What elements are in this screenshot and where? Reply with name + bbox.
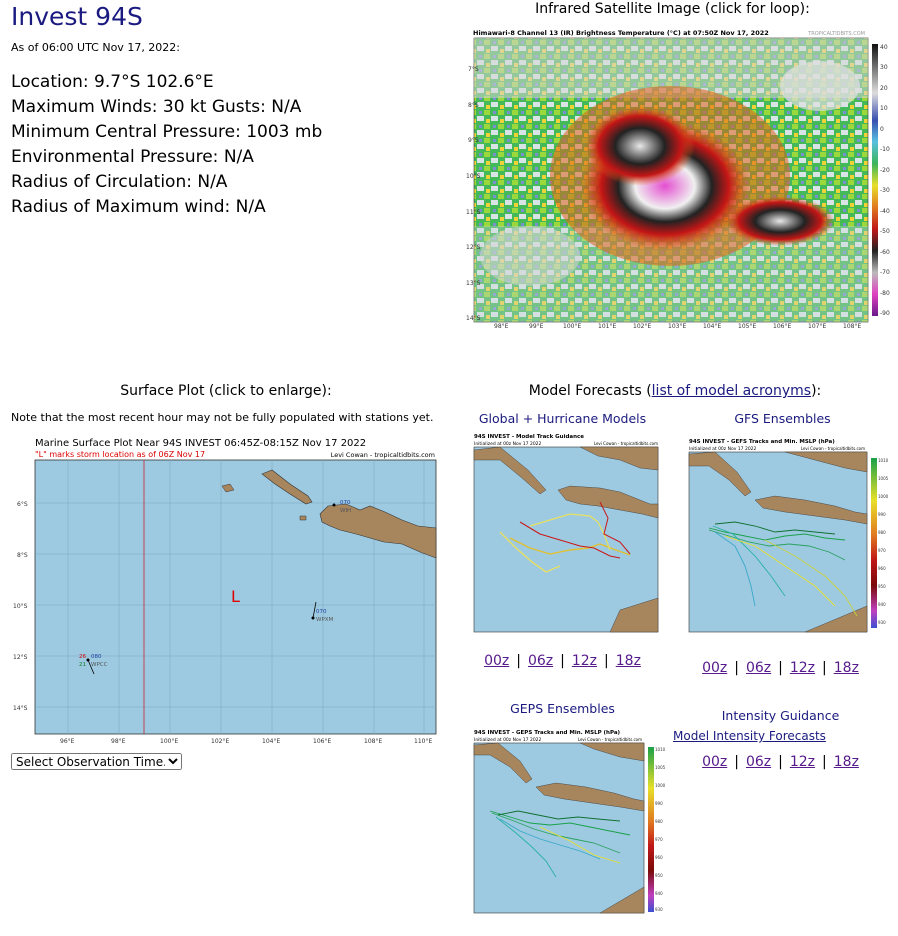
gfs-ensembles-image xyxy=(685,436,889,636)
surface-lon-labels xyxy=(60,738,432,745)
svg-text:1005: 1005 xyxy=(878,476,889,481)
svg-text:070: 070 xyxy=(316,609,327,615)
svg-text:930: 930 xyxy=(655,907,663,912)
gfs-ensembles-label: GFS Ensembles xyxy=(734,411,831,426)
svg-text:30: 30 xyxy=(880,64,888,71)
satellite-colorbar xyxy=(872,44,878,316)
svg-text:102°E: 102°E xyxy=(633,323,652,330)
satellite-caption: Himawari-8 Channel 13 (IR) Brightness Temperature (°C) at 07:50Z Nov 17, 2022 xyxy=(473,29,769,37)
gfs-run-00z[interactable]: 00z xyxy=(702,660,728,676)
svg-text:10°S: 10°S xyxy=(13,603,28,610)
svg-text:940: 940 xyxy=(878,602,886,607)
global-run-12z[interactable]: 12z xyxy=(571,653,598,669)
svg-text:Levi Cowan - tropicaltidbits.c: Levi Cowan - tropicaltidbits.com xyxy=(577,737,642,742)
svg-text:105°E: 105°E xyxy=(738,323,757,330)
satellite-scale-labels xyxy=(880,44,890,317)
svg-text:1000: 1000 xyxy=(655,783,666,788)
svg-text:960: 960 xyxy=(655,855,663,860)
svg-text:12°S: 12°S xyxy=(466,244,481,251)
svg-text:21: 21 xyxy=(79,662,86,668)
svg-text:0: 0 xyxy=(880,126,884,133)
svg-text:20: 20 xyxy=(880,85,888,92)
svg-text:106°E: 106°E xyxy=(313,738,332,745)
svg-text:8°S: 8°S xyxy=(468,102,479,109)
svg-text:WIH: WIH xyxy=(340,508,352,514)
surface-lat-labels xyxy=(13,501,28,712)
svg-text:10°S: 10°S xyxy=(466,173,481,180)
intensity-run-12z[interactable]: 12z xyxy=(789,754,816,770)
models-heading xyxy=(470,383,880,399)
svg-text:106°E: 106°E xyxy=(773,323,792,330)
svg-text:101°E: 101°E xyxy=(598,323,617,330)
svg-text:94S INVEST - GEFS Tracks and M: 94S INVEST - GEFS Tracks and Min. MSLP (hPa) xyxy=(689,439,835,445)
intensity-run-00z[interactable]: 00z xyxy=(702,754,728,770)
svg-text:103°E: 103°E xyxy=(668,323,687,330)
svg-text:100°E: 100°E xyxy=(563,323,582,330)
gfs-run-links: 00z | 06z | 12z | 18z xyxy=(702,660,859,676)
global-models-image xyxy=(470,430,662,640)
svg-text:-50: -50 xyxy=(880,228,890,235)
svg-text:9°S: 9°S xyxy=(468,137,479,144)
gfs-run-18z[interactable]: 18z xyxy=(833,660,859,676)
global-run-links: 00z | 06z | 12z | 18z xyxy=(484,653,641,669)
svg-text:Levi Cowan - tropicaltidbits.c: Levi Cowan - tropicaltidbits.com xyxy=(593,441,658,446)
intensity-run-18z[interactable]: 18z xyxy=(833,754,859,770)
global-models-label: Global + Hurricane Models xyxy=(478,411,647,426)
svg-text:070: 070 xyxy=(340,500,351,506)
gfs-run-12z[interactable]: 12z xyxy=(789,660,816,676)
global-run-00z[interactable]: 00z xyxy=(484,653,510,669)
svg-text:950: 950 xyxy=(878,584,886,589)
observation-time-select[interactable] xyxy=(11,753,182,770)
svg-text:980: 980 xyxy=(878,530,886,535)
min-pressure-text: Minimum Central Pressure: 1003 mb xyxy=(11,122,323,142)
svg-text:-40: -40 xyxy=(880,208,890,215)
svg-text:13°S: 13°S xyxy=(466,280,481,287)
satellite-image xyxy=(466,26,890,330)
svg-text:-10: -10 xyxy=(880,146,890,153)
svg-text:98°E: 98°E xyxy=(494,323,509,330)
geps-ensembles-image xyxy=(470,727,670,917)
svg-text:990: 990 xyxy=(878,512,886,517)
svg-text:96°E: 96°E xyxy=(60,738,75,745)
svg-text:1000: 1000 xyxy=(878,494,889,499)
surface-plot-subtitle: "L" marks storm location as of 06Z Nov 17 xyxy=(35,450,206,459)
svg-text:950: 950 xyxy=(655,873,663,878)
svg-text:-80: -80 xyxy=(880,290,890,297)
radius-max-wind-text: Radius of Maximum wind: N/A xyxy=(11,197,266,217)
svg-text:100°E: 100°E xyxy=(160,738,179,745)
storm-location-marker: L xyxy=(231,587,240,606)
geps-ensembles-label: GEPS Ensembles xyxy=(510,701,615,716)
satellite-image-link[interactable] xyxy=(466,26,890,330)
svg-text:-30: -30 xyxy=(880,187,890,194)
surface-plot-image xyxy=(10,434,440,745)
svg-text:40: 40 xyxy=(880,44,888,51)
svg-text:930: 930 xyxy=(878,620,886,625)
satellite-credit: TROPICALTIDBITS.COM xyxy=(808,31,865,37)
svg-text:940: 940 xyxy=(655,891,663,896)
location-text: Location: 9.7°S 102.6°E xyxy=(11,72,214,92)
svg-text:108°E: 108°E xyxy=(364,738,383,745)
svg-text:94S INVEST - GEPS Tracks and M: 94S INVEST - GEPS Tracks and Min. MSLP (hPa) xyxy=(474,730,621,736)
radius-circulation-text: Radius of Circulation: N/A xyxy=(11,172,228,192)
svg-text:960: 960 xyxy=(878,566,886,571)
surface-heading: Surface Plot (click to enlarge): xyxy=(120,383,332,399)
surface-note: Note that the most recent hour may not be fully populated with stations yet. xyxy=(11,411,434,424)
svg-text:Initialized at 00z Nov 17 2022: Initialized at 00z Nov 17 2022 xyxy=(474,738,542,743)
svg-text:94S INVEST - Model Track Guida: 94S INVEST - Model Track Guidance xyxy=(474,434,585,440)
svg-text:98°E: 98°E xyxy=(111,738,126,745)
geps-ensembles-image-link[interactable] xyxy=(470,727,670,917)
gfs-ensembles-image-link[interactable] xyxy=(685,436,889,636)
satellite-lon-labels xyxy=(494,323,861,330)
models-heading-prefix: Model Forecasts ( xyxy=(528,383,652,399)
svg-text:6°S: 6°S xyxy=(17,501,28,508)
svg-text:WPXM: WPXM xyxy=(316,617,334,623)
svg-text:-70: -70 xyxy=(880,269,890,276)
svg-text:Levi Cowan - tropicaltidbits.c: Levi Cowan - tropicaltidbits.com xyxy=(800,446,865,451)
env-pressure-text: Environmental Pressure: N/A xyxy=(11,147,254,167)
intensity-guidance-label: Intensity Guidance xyxy=(721,708,840,723)
svg-text:8°S: 8°S xyxy=(17,552,28,559)
svg-text:970: 970 xyxy=(655,837,663,842)
svg-text:Initialized at 00z Nov 17 2022: Initialized at 00z Nov 17 2022 xyxy=(474,442,542,447)
svg-text:1005: 1005 xyxy=(655,765,666,770)
svg-text:7°S: 7°S xyxy=(468,66,479,73)
models-heading-suffix: ): xyxy=(811,383,822,399)
svg-text:Initialized at 00z Nov 17 2022: Initialized at 00z Nov 17 2022 xyxy=(689,447,757,452)
satellite-heading: Infrared Satellite Image (click for loop): xyxy=(535,1,810,17)
svg-text:-20: -20 xyxy=(880,167,890,174)
surface-plot-link[interactable] xyxy=(10,434,440,745)
svg-text:102°E: 102°E xyxy=(211,738,230,745)
model-intensity-forecasts-link[interactable]: Model Intensity Forecasts xyxy=(673,729,826,743)
svg-text:99°E: 99°E xyxy=(529,323,544,330)
svg-text:107°E: 107°E xyxy=(808,323,827,330)
svg-text:110°E: 110°E xyxy=(414,738,433,745)
svg-text:14°S: 14°S xyxy=(13,705,28,712)
model-acronyms-link[interactable]: list of model acronyms xyxy=(651,383,812,399)
surface-plot-credit: Levi Cowan - tropicaltidbits.com xyxy=(330,451,435,459)
global-run-18z[interactable]: 18z xyxy=(615,653,641,669)
global-models-image-link[interactable] xyxy=(470,430,662,640)
gfs-run-06z[interactable]: 06z xyxy=(745,660,772,676)
global-run-06z[interactable]: 06z xyxy=(527,653,554,669)
page-title: Invest 94S xyxy=(11,2,143,31)
svg-text:14°S: 14°S xyxy=(466,315,481,322)
svg-text:-90: -90 xyxy=(880,310,890,317)
svg-text:104°E: 104°E xyxy=(262,738,281,745)
svg-text:080: 080 xyxy=(91,654,102,660)
intensity-run-links: 00z | 06z | 12z | 18z xyxy=(702,754,859,770)
intensity-run-06z[interactable]: 06z xyxy=(745,754,772,770)
svg-text:11°S: 11°S xyxy=(466,209,481,216)
svg-text:26: 26 xyxy=(79,654,86,660)
svg-text:12°S: 12°S xyxy=(13,654,28,661)
svg-text:980: 980 xyxy=(655,819,663,824)
svg-text:WPCC: WPCC xyxy=(91,662,108,668)
svg-text:970: 970 xyxy=(878,548,886,553)
svg-text:1010: 1010 xyxy=(655,747,666,752)
as-of-timestamp: As of 06:00 UTC Nov 17, 2022: xyxy=(11,41,181,54)
svg-text:990: 990 xyxy=(655,801,663,806)
surface-plot-title: Marine Surface Plot Near 94S INVEST 06:45Z-08:15Z Nov 17 2022 xyxy=(35,438,367,449)
svg-text:-60: -60 xyxy=(880,249,890,256)
svg-text:108°E: 108°E xyxy=(843,323,862,330)
svg-text:1010: 1010 xyxy=(878,458,889,463)
svg-text:10: 10 xyxy=(880,105,888,112)
max-winds-text: Maximum Winds: 30 kt Gusts: N/A xyxy=(11,97,302,117)
svg-text:104°E: 104°E xyxy=(703,323,722,330)
